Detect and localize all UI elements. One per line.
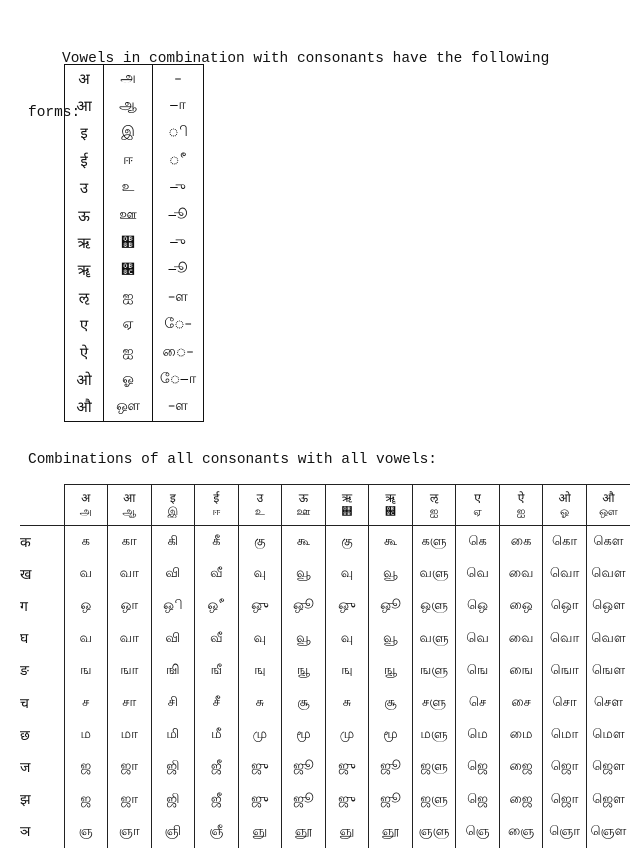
- consonant-row: [20, 719, 630, 751]
- vowel-column-header: [543, 485, 587, 526]
- combination-cell: ஞை: [499, 816, 543, 848]
- combination-cell: வி: [151, 558, 195, 590]
- combination-cell: ஜு: [325, 751, 369, 783]
- combination-cell: மௌ: [586, 719, 630, 751]
- combination-cell: ஜு: [238, 751, 282, 783]
- vowel-column-header: [64, 485, 108, 526]
- header-devanagari-vowel: उ: [256, 491, 264, 505]
- combination-cell: கா: [108, 526, 152, 559]
- vowel-form-row: [65, 92, 204, 119]
- vowel-tamil-sign: ே–ா: [153, 366, 204, 393]
- combination-cell: ஒூ: [282, 590, 326, 622]
- combination-cell: வொ: [543, 558, 587, 590]
- combination-cell: ஜௌ: [586, 751, 630, 783]
- combination-cell: வூ: [282, 623, 326, 655]
- header-devanagari-vowel: इ: [169, 491, 176, 505]
- header-devanagari-vowel: ई: [213, 491, 220, 505]
- combination-table-body: [20, 526, 630, 848]
- vowel-form-row: [65, 147, 204, 174]
- combination-cell: வெ: [456, 623, 500, 655]
- vowel-form-row: [65, 120, 204, 147]
- combination-cell: வு: [238, 623, 282, 655]
- combination-cell: வ: [64, 558, 108, 590]
- combination-cell: வளு: [412, 558, 456, 590]
- combination-cell: கெ: [456, 526, 500, 559]
- combination-cell: ஒ: [64, 590, 108, 622]
- combination-cell: ஒா: [108, 590, 152, 622]
- vowel-form-row: [65, 229, 204, 256]
- vowel-column-header: [238, 485, 282, 526]
- combination-cell: வீ: [195, 558, 239, 590]
- combination-cell: மொ: [543, 719, 587, 751]
- combination-cell: களு: [412, 526, 456, 559]
- combination-cell: ஞு: [238, 816, 282, 848]
- vowel-column-header: [369, 485, 413, 526]
- vowel-form-row: [65, 394, 204, 422]
- combination-cell: ஜௌ: [586, 784, 630, 816]
- combination-cell: கௌ: [586, 526, 630, 559]
- combination-cell: ம: [64, 719, 108, 751]
- vowel-tamil-letter: ஋: [104, 229, 153, 256]
- combination-cell: மெ: [456, 719, 500, 751]
- vowel-column-header: [151, 485, 195, 526]
- header-tamil-vowel: ஔ: [599, 505, 618, 518]
- combination-cell: ஒீ: [195, 590, 239, 622]
- combination-cell: வெ: [456, 558, 500, 590]
- combination-cell: ஞா: [108, 816, 152, 848]
- combination-cell: ஜ: [64, 784, 108, 816]
- combination-cell: ஜளு: [412, 751, 456, 783]
- combination-cell: ஞொ: [543, 816, 587, 848]
- vowel-form-row: [65, 312, 204, 339]
- combination-cell: வூ: [282, 558, 326, 590]
- combination-cell: மூ: [282, 719, 326, 751]
- combination-cell: வளு: [412, 623, 456, 655]
- combination-cell: ஜீ: [195, 751, 239, 783]
- vowel-column-header: [108, 485, 152, 526]
- combination-cell: ஒு: [325, 590, 369, 622]
- combination-cell: ஞீ: [195, 816, 239, 848]
- combination-cell: ஞி: [151, 816, 195, 848]
- combination-cell: ஜெ: [456, 751, 500, 783]
- combination-cell: ஞௌ: [586, 816, 630, 848]
- vowel-column-header: [282, 485, 326, 526]
- consonant-label: छ: [20, 727, 30, 744]
- vowel-devanagari: आ: [76, 97, 92, 116]
- header-devanagari-vowel: ऌ: [429, 491, 439, 505]
- combination-cell: வூ: [369, 558, 413, 590]
- combination-cell: வ: [64, 623, 108, 655]
- combination-cell: ஒை: [499, 590, 543, 622]
- vowel-tamil-letter: அ: [104, 65, 153, 93]
- vowel-form-row: [65, 339, 204, 366]
- vowel-form-row: [65, 257, 204, 284]
- combination-cell: ஜூ: [369, 784, 413, 816]
- vowel-tamil-sign: –ா: [153, 92, 204, 119]
- vowel-form-row: [65, 284, 204, 311]
- header-tamil-vowel: அ: [79, 505, 92, 518]
- combination-cell: ஙு: [325, 655, 369, 687]
- combination-cell: ஜை: [499, 751, 543, 783]
- combination-cell: வீ: [195, 623, 239, 655]
- header-tamil-vowel: ஆ: [122, 505, 137, 518]
- header-devanagari-vowel: ॠ: [385, 491, 396, 505]
- combination-cell: ஙை: [499, 655, 543, 687]
- combination-cell: வு: [238, 558, 282, 590]
- header-corner: [20, 485, 64, 526]
- vowel-tamil-sign: –ூ: [153, 257, 204, 284]
- combination-cell: ஙெ: [456, 655, 500, 687]
- combination-cell: வை: [499, 558, 543, 590]
- vowel-tamil-sign: –ு: [153, 175, 204, 202]
- vowel-form-row: [65, 65, 204, 93]
- combination-cell: சீ: [195, 687, 239, 719]
- vowel-tamil-letter: உ: [104, 175, 153, 202]
- combination-cell: மு: [238, 719, 282, 751]
- consonant-label: ञ: [20, 824, 31, 841]
- vowel-tamil-sign: ை–: [153, 339, 204, 366]
- header-tamil-vowel: ஓ: [559, 505, 570, 518]
- vowel-devanagari: ॠ: [77, 261, 91, 280]
- combination-cell: ஜூ: [369, 751, 413, 783]
- vowel-column-header: [412, 485, 456, 526]
- combination-cell: செ: [456, 687, 500, 719]
- vowel-tamil-letter: இ: [104, 120, 153, 147]
- combination-cell: ஙி: [151, 655, 195, 687]
- consonant-row: [20, 623, 630, 655]
- combination-cell: ஜீ: [195, 784, 239, 816]
- consonant-row: [20, 558, 630, 590]
- combination-cell: ஜு: [238, 784, 282, 816]
- vowel-devanagari: इ: [80, 124, 88, 143]
- combination-cell: சூ: [282, 687, 326, 719]
- combination-cell: சா: [108, 687, 152, 719]
- vowel-tamil-sign: ி: [153, 120, 204, 147]
- combination-cell: ஞளு: [412, 816, 456, 848]
- vowel-tamil-letter: ஏ: [104, 312, 153, 339]
- header-tamil-vowel: ஊ: [296, 505, 311, 518]
- combination-cell: ஞூ: [282, 816, 326, 848]
- vowel-tamil-letter: ஈ: [104, 147, 153, 174]
- vowel-form-row: [65, 366, 204, 393]
- vowel-column-header: [586, 485, 630, 526]
- combination-cell: சூ: [369, 687, 413, 719]
- combination-cell: ஜளு: [412, 784, 456, 816]
- consonant-label: ग: [20, 598, 28, 615]
- combination-cell: ஒொ: [543, 590, 587, 622]
- vowel-devanagari: ओ: [76, 370, 92, 389]
- combinations-title: Combinations of all consonants with all vowels:: [28, 452, 437, 468]
- combination-cell: வா: [108, 558, 152, 590]
- header-tamil-vowel: உ: [254, 505, 265, 518]
- combination-cell: மா: [108, 719, 152, 751]
- combination-cell: ஞூ: [369, 816, 413, 848]
- combination-cell: சி: [151, 687, 195, 719]
- combination-cell: ஜை: [499, 784, 543, 816]
- header-tamil-vowel: ஐ: [429, 505, 439, 518]
- combination-cell: ஒி: [151, 590, 195, 622]
- consonant-label: क: [20, 534, 31, 551]
- vowel-tamil-sign: ே–: [153, 312, 204, 339]
- combination-cell: ஙீ: [195, 655, 239, 687]
- combination-cell: மி: [151, 719, 195, 751]
- combination-cell: ஒௌ: [586, 590, 630, 622]
- vowel-devanagari: ई: [80, 151, 88, 170]
- header-tamil-vowel: ஏ: [473, 505, 482, 518]
- consonant-label: ख: [20, 566, 32, 583]
- combination-cell: கு: [325, 526, 369, 559]
- vowel-forms-body: [65, 65, 204, 422]
- combination-cell: வொ: [543, 623, 587, 655]
- combination-cell: ஒெ: [456, 590, 500, 622]
- combination-cell: வௌ: [586, 623, 630, 655]
- combination-cell: மளு: [412, 719, 456, 751]
- consonant-vowel-combination-table: [20, 484, 630, 848]
- combination-cell: ஞெ: [456, 816, 500, 848]
- vowel-tamil-sign: –ூ: [153, 202, 204, 229]
- header-devanagari-vowel: ए: [474, 491, 481, 505]
- combination-cell: வௌ: [586, 558, 630, 590]
- header-devanagari-vowel: ऊ: [298, 491, 309, 505]
- combination-header-row: [20, 485, 630, 526]
- vowel-form-row: [65, 202, 204, 229]
- intro-line-1: Vowels in combination with consonants have the following: [62, 51, 550, 67]
- combination-cell: மை: [499, 719, 543, 751]
- vowel-tamil-sign: –ள: [153, 284, 204, 311]
- combination-cell: ஞு: [325, 816, 369, 848]
- combination-cell: சளு: [412, 687, 456, 719]
- combination-cell: கூ: [369, 526, 413, 559]
- combination-cell: ஜா: [108, 784, 152, 816]
- combination-cell: கீ: [195, 526, 239, 559]
- vowel-devanagari: औ: [76, 398, 92, 417]
- combination-cell: சௌ: [586, 687, 630, 719]
- consonant-label: च: [20, 695, 29, 712]
- combination-cell: ங: [64, 655, 108, 687]
- vowel-tamil-sign: –: [153, 65, 204, 93]
- combination-cell: மீ: [195, 719, 239, 751]
- combination-cell: ஙூ: [369, 655, 413, 687]
- vowel-devanagari: ऋ: [77, 234, 91, 253]
- vowel-devanagari: ऌ: [78, 288, 90, 307]
- vowel-form-row: [65, 175, 204, 202]
- combination-cell: சு: [325, 687, 369, 719]
- header-devanagari-vowel: ओ: [558, 491, 571, 505]
- consonant-label: झ: [20, 792, 31, 809]
- header-devanagari-vowel: ऋ: [341, 491, 353, 505]
- combination-cell: ஜூ: [282, 751, 326, 783]
- vowel-tamil-letter: ஔ: [104, 394, 153, 422]
- consonant-row: [20, 816, 630, 848]
- intro-line-2: forms:: [28, 105, 81, 121]
- combination-cell: வு: [325, 558, 369, 590]
- consonant-row: [20, 526, 630, 559]
- header-tamil-vowel: ஈ: [212, 505, 221, 518]
- combination-cell: ஜூ: [282, 784, 326, 816]
- header-tamil-vowel: ஐ: [516, 505, 526, 518]
- vowel-devanagari: ऐ: [79, 343, 89, 362]
- combination-cell: கூ: [282, 526, 326, 559]
- combination-cell: ச: [64, 687, 108, 719]
- combination-cell: ஜி: [151, 751, 195, 783]
- header-devanagari-vowel: आ: [123, 491, 136, 505]
- combination-cell: கொ: [543, 526, 587, 559]
- vowel-tamil-letter: ஆ: [104, 92, 153, 119]
- combination-cell: கு: [238, 526, 282, 559]
- combination-cell: ஜு: [325, 784, 369, 816]
- header-devanagari-vowel: अ: [81, 491, 91, 505]
- combination-cell: ஙொ: [543, 655, 587, 687]
- vowel-tamil-letter: ஐ: [104, 339, 153, 366]
- combination-cell: ஒு: [238, 590, 282, 622]
- consonant-label: ज: [20, 759, 31, 776]
- header-tamil-vowel: ஌: [384, 505, 396, 518]
- combination-cell: ஞ: [64, 816, 108, 848]
- vowel-devanagari: उ: [79, 179, 89, 198]
- combination-cell: வா: [108, 623, 152, 655]
- combination-cell: சை: [499, 687, 543, 719]
- combination-cell: சு: [238, 687, 282, 719]
- combination-cell: ஙூ: [282, 655, 326, 687]
- consonant-label: घ: [20, 631, 29, 648]
- consonant-row: [20, 784, 630, 816]
- combination-cell: ஜெ: [456, 784, 500, 816]
- combination-cell: ஒூ: [369, 590, 413, 622]
- vowel-devanagari: ए: [79, 316, 89, 335]
- combination-cell: வு: [325, 623, 369, 655]
- combination-cell: வூ: [369, 623, 413, 655]
- vowel-tamil-letter: ஊ: [104, 202, 153, 229]
- header-tamil-vowel: ஋: [341, 505, 353, 518]
- vowel-column-header: [456, 485, 500, 526]
- combination-cell: மூ: [369, 719, 413, 751]
- combination-cell: ஙௌ: [586, 655, 630, 687]
- combination-cell: க: [64, 526, 108, 559]
- combination-cell: ஙா: [108, 655, 152, 687]
- consonant-row: [20, 687, 630, 719]
- vowel-devanagari: ऊ: [78, 206, 90, 225]
- combination-cell: ஜொ: [543, 751, 587, 783]
- vowel-tamil-sign: ீ: [153, 147, 204, 174]
- consonant-label: ङ: [20, 663, 29, 680]
- vowel-column-header: [195, 485, 239, 526]
- combination-cell: ஙு: [238, 655, 282, 687]
- combination-cell: வி: [151, 623, 195, 655]
- vowel-tamil-sign: –ள: [153, 394, 204, 422]
- combination-cell: ஜா: [108, 751, 152, 783]
- vowel-tamil-sign: –ு: [153, 229, 204, 256]
- vowel-column-header: [499, 485, 543, 526]
- combination-cell: கி: [151, 526, 195, 559]
- header-tamil-vowel: இ: [167, 505, 179, 518]
- vowel-tamil-letter: ஌: [104, 257, 153, 284]
- consonant-row: [20, 655, 630, 687]
- combination-cell: மு: [325, 719, 369, 751]
- vowel-forms-table: [64, 64, 204, 422]
- consonant-row: [20, 590, 630, 622]
- vowel-tamil-letter: ஐ: [104, 284, 153, 311]
- combination-cell: ஜி: [151, 784, 195, 816]
- combination-cell: ஙளு: [412, 655, 456, 687]
- combination-cell: ஜொ: [543, 784, 587, 816]
- header-devanagari-vowel: ऐ: [517, 491, 525, 505]
- combination-cell: ஜ: [64, 751, 108, 783]
- header-devanagari-vowel: औ: [602, 491, 615, 505]
- vowel-tamil-letter: ஓ: [104, 366, 153, 393]
- vowel-column-header: [325, 485, 369, 526]
- combination-cell: வை: [499, 623, 543, 655]
- combination-cell: சொ: [543, 687, 587, 719]
- combination-cell: ஒளு: [412, 590, 456, 622]
- combination-cell: கை: [499, 526, 543, 559]
- vowel-devanagari: अ: [78, 69, 90, 88]
- consonant-row: [20, 751, 630, 783]
